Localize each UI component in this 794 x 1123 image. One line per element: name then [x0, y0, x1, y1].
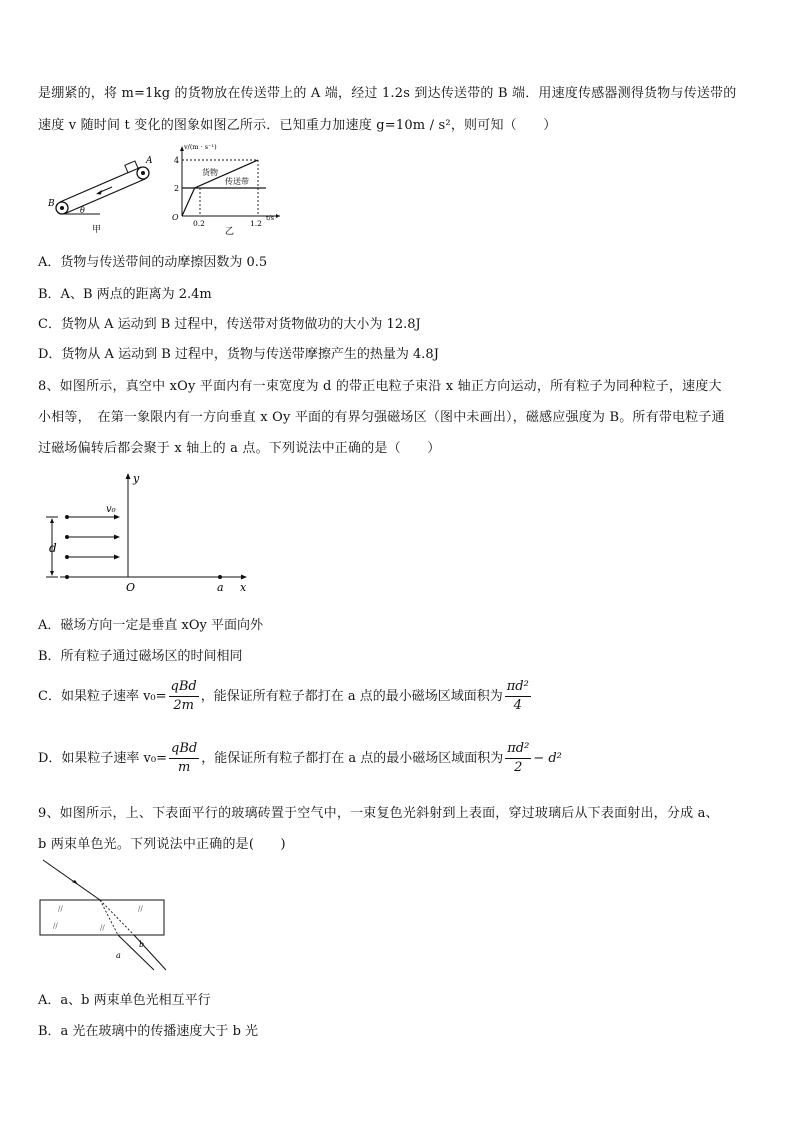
caption-jia: 甲	[92, 225, 102, 235]
q9-option-a: A．a、b 两束单色光相互平行	[38, 993, 211, 1008]
q8-line-1: 8、如图所示，真空中 xOy 平面内有一束宽度为 d 的带正电粒子束沿 x 轴正方向运动，所有粒子为同种粒子，速度大	[38, 379, 722, 394]
q7-option-c: C．货物从 A 运动到 B 过程中，传送带对货物做功的大小为 12.8J	[38, 317, 421, 332]
q7-option-b: B．A、B 两点的距离为 2.4m	[38, 287, 212, 302]
q8-option-d-tail: − d²	[533, 751, 562, 766]
v0-denominator: 2m	[173, 698, 194, 713]
q8-option-b: B．所有粒子通过磁场区的时间相同	[38, 649, 243, 664]
particle-beam-figure	[40, 470, 255, 595]
x-tick-1.2: 1.2	[250, 219, 262, 228]
vt-xlabel: t/s	[266, 214, 275, 222]
area-denominator: 4	[513, 698, 522, 713]
q8-option-c-prefix: C．如果粒子速率 v₀=	[38, 689, 167, 704]
area-denominator: 2	[514, 760, 523, 775]
vt-ylabel: v/(m · s⁻¹)	[184, 143, 217, 151]
y-axis-label: y	[133, 472, 140, 485]
a-point-label: a	[217, 581, 224, 594]
svg-text://: //	[138, 905, 143, 913]
q8-option-a: A．磁场方向一定是垂直 xOy 平面向外	[38, 618, 263, 633]
y-tick-4: 4	[174, 156, 180, 165]
q8-line-3: 过磁场偏转后都会聚于 x 轴上的 a 点。下列说法中正确的是（ ）	[38, 441, 441, 456]
ray-b-label: b	[139, 940, 145, 949]
conveyor-belt	[56, 161, 149, 214]
v0-numerator: qBd	[169, 678, 199, 697]
origin-label: O	[126, 581, 136, 594]
q8-line-2: 小相等， 在第一象限内有一方向垂直 x Oy 平面的有界匀强磁场区（图中未画出），磁感应强度为 B。所有带电粒子通	[38, 410, 725, 425]
q8-option-d	[38, 740, 562, 777]
label-B: B	[48, 199, 55, 209]
label-cargo: 货物	[202, 168, 218, 177]
q9-option-b: B．a 光在玻璃中的传播速度大于 b 光	[38, 1024, 259, 1039]
q8-option-d-prefix: D．如果粒子速率 v₀=	[38, 751, 168, 766]
label-A: A	[146, 156, 153, 166]
area-fraction-d	[505, 740, 531, 777]
v0-fraction-d	[169, 740, 199, 777]
q9-line-1: 9、如图所示，上、下表面平行的玻璃砖置于空气中，一束复色光斜射到上表面，穿过玻璃后从下表面射出，分成 a、	[38, 806, 719, 821]
q9-line-2: b 两束单色光。下列说法中正确的是( )	[38, 837, 286, 852]
origin-label: O	[172, 213, 179, 222]
q8-option-c	[38, 678, 533, 715]
label-belt: 传送带	[225, 177, 249, 186]
area-numerator: πd²	[505, 740, 531, 759]
q7-option-a: A．货物与传送带间的动摩擦因数为 0.5	[38, 255, 268, 270]
particle-beam	[46, 515, 222, 580]
area-numerator: πd²	[505, 678, 531, 697]
caption-yi: 乙	[225, 227, 235, 235]
v0-denominator: m	[177, 760, 191, 775]
glass-block-figure	[38, 858, 173, 978]
x-axis-label: x	[240, 581, 247, 594]
x-tick-0.2: 0.2	[193, 219, 205, 228]
svg-text://: //	[58, 905, 63, 913]
intro-line-1: 是绷紧的，将 m=1kg 的货物放在传送带上的 A 端，经过 1.2s 到达传送带的 B 端．用速度传感器测得货物与传送带的	[38, 86, 737, 101]
v0-fraction-c	[169, 678, 199, 715]
v0-label: v₀	[106, 504, 116, 515]
intro-line-2: 速度 v 随时间 t 变化的图象如图乙所示．已知重力加速度 g=10m / s²，则可知（ ）	[38, 118, 557, 133]
ray-a-label: a	[116, 951, 121, 960]
d-label: d	[49, 541, 57, 555]
svg-text://: //	[53, 922, 58, 930]
q7-option-d: D．货物从 A 运动到 B 过程中，货物与传送带摩擦产生的热量为 4.8J	[38, 347, 439, 362]
y-tick-2: 2	[174, 184, 180, 193]
area-fraction-c	[505, 678, 531, 715]
label-theta: θ	[80, 206, 85, 215]
conveyor-belt-figure	[40, 150, 160, 235]
svg-text://: //	[100, 924, 105, 932]
v0-numerator: qBd	[169, 740, 199, 759]
q8-option-c-middle: ，能保证所有粒子都打在 a 点的最小磁场区域面积为	[200, 689, 503, 704]
light-rays	[43, 860, 166, 970]
vt-graph	[170, 140, 285, 235]
q8-option-d-middle: ，能保证所有粒子都打在 a 点的最小磁场区域面积为	[201, 751, 504, 766]
